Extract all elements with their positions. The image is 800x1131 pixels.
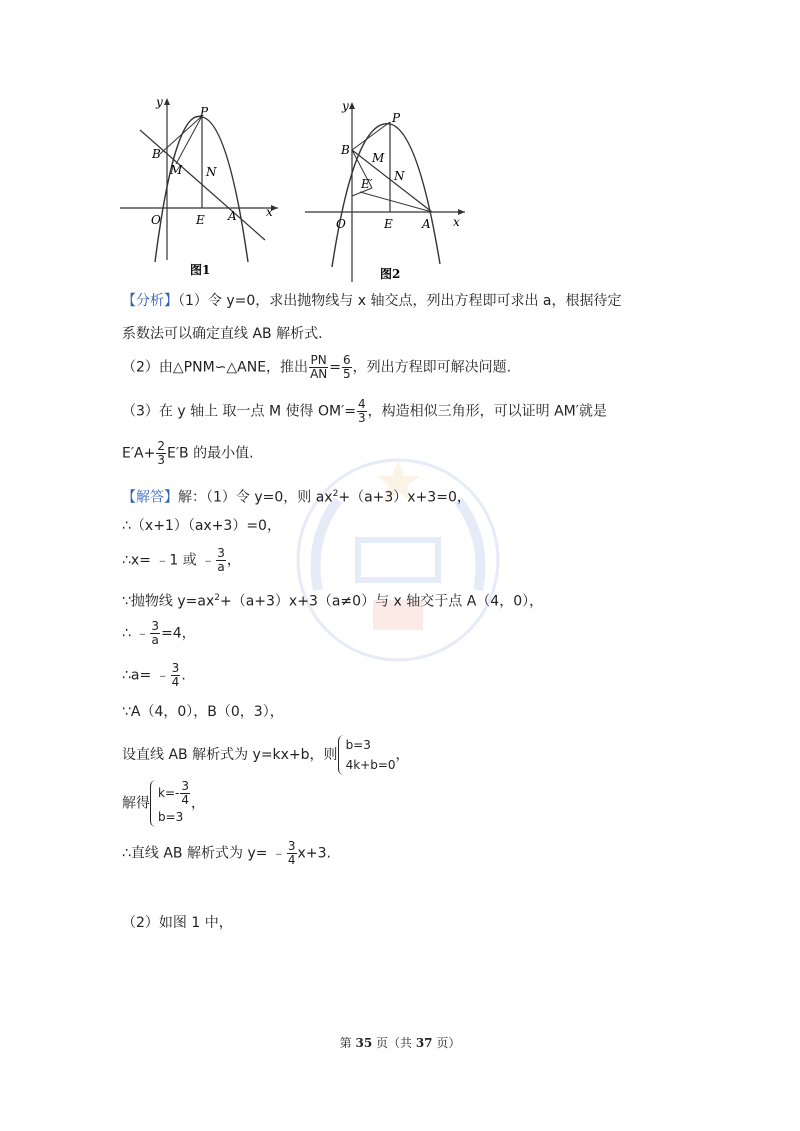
fraction-4-3 <box>357 398 367 425</box>
fig2-segment-bp <box>352 122 390 150</box>
equation-row: 4k+b=0 <box>345 758 396 772</box>
fig2-segment-ea <box>360 192 432 212</box>
solution-text-4b: +（a+3）x+3（a≠0）与 x 轴交于点 A（4，0）， <box>219 593 544 610</box>
solution-line-4 <box>122 588 543 612</box>
solution-text-1a: 解：（1）令 y=0，则 ax <box>178 489 333 506</box>
fraction-pn-an <box>309 354 328 381</box>
analysis-text-5b: E′B 的最小值. <box>166 445 254 462</box>
fig1-label-a: A <box>228 209 237 223</box>
fig2-label-m: M <box>372 151 385 165</box>
solution-text-9b: ， <box>190 795 205 812</box>
analysis-text-2: 系数法可以确定直线 AB 解析式. <box>122 326 323 342</box>
equation-row <box>158 780 191 807</box>
fraction-denominator: 5 <box>342 367 351 381</box>
fig2-label-e: E <box>384 217 393 231</box>
solution-line-10 <box>122 840 331 867</box>
fraction-3-4 <box>180 780 190 807</box>
solution-tag: 【解答】 <box>122 489 178 506</box>
page-number: 35 <box>355 1036 373 1050</box>
fraction-numerator: 3 <box>287 839 296 853</box>
solution-text-5a: ∴ ﹣ <box>122 625 150 642</box>
fraction-numerator: 6 <box>342 353 351 367</box>
solution-line-9 <box>122 780 205 827</box>
footer-prefix: 第 <box>339 1036 356 1050</box>
fig2-label-e-prime: E′ <box>361 177 373 191</box>
solution-line-3 <box>122 547 241 574</box>
solution-line-5 <box>122 620 196 647</box>
total-pages: 37 <box>415 1036 433 1050</box>
fraction-2-3 <box>156 440 166 467</box>
equation-row: b=3 <box>158 810 184 824</box>
superscript: 2 <box>214 593 220 603</box>
analysis-text-5a: E′A+ <box>122 445 156 462</box>
solution-text-2: ∴（x+1）（ax+3）=0， <box>122 518 281 534</box>
fig1-label-e: E <box>196 213 205 227</box>
fraction-denominator: 4 <box>181 793 189 807</box>
page-footer <box>0 1034 800 1051</box>
fig1-label-b: B <box>152 147 161 161</box>
solution-line-11 <box>122 913 233 933</box>
solution-text-3b: ， <box>226 552 241 569</box>
fig2-label-p: P <box>392 111 401 125</box>
solution-text-9a: 解得 <box>122 795 150 812</box>
fraction-numerator: 3 <box>151 619 159 633</box>
figure-2 <box>305 99 465 282</box>
analysis-text-4a: （3）在 y 轴上 取一点 M 使得 OM′= <box>122 403 356 420</box>
fraction-denominator: 4 <box>287 853 296 867</box>
fraction-3-4 <box>287 840 297 867</box>
superscript: 2 <box>332 489 339 499</box>
fraction-denominator: 3 <box>357 411 366 425</box>
solution-text-1b: +（a+3）x+3=0， <box>338 489 471 506</box>
solution-text-8a: 设直线 AB 解析式为 y=kx+b，则 <box>122 747 338 763</box>
analysis-line-3 <box>122 354 511 381</box>
equation-system-1 <box>338 735 396 775</box>
analysis-text-4b: ，构造相似三角形，可以证明 AM′就是 <box>367 403 607 420</box>
fig2-y-arrow <box>349 102 355 109</box>
fig1-caption: 图1 <box>190 263 211 277</box>
solution-text-7: ∵A（4，0），B（0，3）， <box>122 704 284 720</box>
equals-sign: = <box>329 359 341 376</box>
analysis-line-1 <box>122 291 622 311</box>
solution-text-5b: =4， <box>161 625 196 642</box>
fraction-denominator: a <box>151 633 159 647</box>
geometry-figures <box>110 92 480 287</box>
footer-suffix: 页） <box>432 1036 461 1050</box>
solution-text-3a: ∴x= ﹣1 或 ﹣ <box>122 552 216 569</box>
fraction-denominator: 3 <box>157 453 165 467</box>
fraction-numerator: 4 <box>357 397 366 411</box>
fraction-numerator: PN <box>310 353 327 367</box>
equation-row-text: k=- <box>158 786 180 800</box>
solution-line-7 <box>122 702 284 722</box>
figure-1 <box>120 95 278 277</box>
solution-line-6 <box>122 662 186 689</box>
fig2-label-y: y <box>342 99 349 113</box>
fig2-label-n: N <box>394 169 405 183</box>
fig1-label-y: y <box>156 95 163 109</box>
fraction-3-a <box>150 620 160 647</box>
solution-line-8 <box>122 735 410 775</box>
fraction-6-5 <box>342 354 352 381</box>
equation-row: b=3 <box>345 738 371 752</box>
solution-text-6b: . <box>181 667 186 684</box>
solution-text-6a: ∴a= ﹣ <box>122 667 170 684</box>
solution-text-8b: ， <box>395 747 410 763</box>
fraction-denominator: a <box>217 560 225 574</box>
fig2-label-x: x <box>453 215 460 229</box>
fraction-numerator: 3 <box>171 661 180 675</box>
fig1-label-o: O <box>151 213 161 227</box>
fraction-3-a <box>216 547 226 574</box>
solution-text-4a: ∵抛物线 y=ax <box>122 593 215 610</box>
fig2-label-b: B <box>341 143 350 157</box>
solution-line-2 <box>122 516 281 536</box>
fraction-3-4 <box>171 662 181 689</box>
fraction-denominator: AN <box>310 367 328 381</box>
analysis-line-4 <box>122 398 607 425</box>
solution-line-1 <box>122 484 471 508</box>
fig2-label-a: A <box>422 217 431 231</box>
analysis-line-2 <box>122 324 323 344</box>
fraction-numerator: 3 <box>217 546 225 560</box>
fig2-label-o: O <box>336 217 346 231</box>
analysis-text-3a: （2）由△PNM∽△ANE，推出 <box>122 359 309 376</box>
fig1-segment-bp <box>160 116 202 154</box>
watermark-logo <box>278 440 518 680</box>
fraction-denominator: 4 <box>171 675 180 689</box>
fig1-label-p: P <box>200 105 209 119</box>
solution-text-10a: ∴直线 AB 解析式为 y= ﹣ <box>122 845 286 862</box>
fig1-label-n: N <box>206 165 217 179</box>
solution-text-10b: x+3. <box>297 845 331 862</box>
fig1-y-arrow <box>164 98 170 105</box>
fig1-label-x: x <box>266 205 273 219</box>
analysis-tag: 【分析】 <box>122 293 178 309</box>
analysis-text-1: （1）令 y=0，求出抛物线与 x 轴交点，列出方程即可求出 a，根据待定 <box>178 293 622 309</box>
fraction-numerator: 3 <box>181 779 189 793</box>
fig2-caption: 图2 <box>380 267 401 281</box>
footer-middle: 页（共 <box>372 1036 416 1050</box>
fig1-label-m: M <box>170 163 183 177</box>
fraction-numerator: 2 <box>157 439 165 453</box>
equation-system-2 <box>150 780 191 827</box>
analysis-text-3b: ，列出方程即可解决问题. <box>352 359 512 376</box>
solution-text-11: （2）如图 1 中， <box>122 915 233 931</box>
analysis-line-5 <box>122 440 254 467</box>
